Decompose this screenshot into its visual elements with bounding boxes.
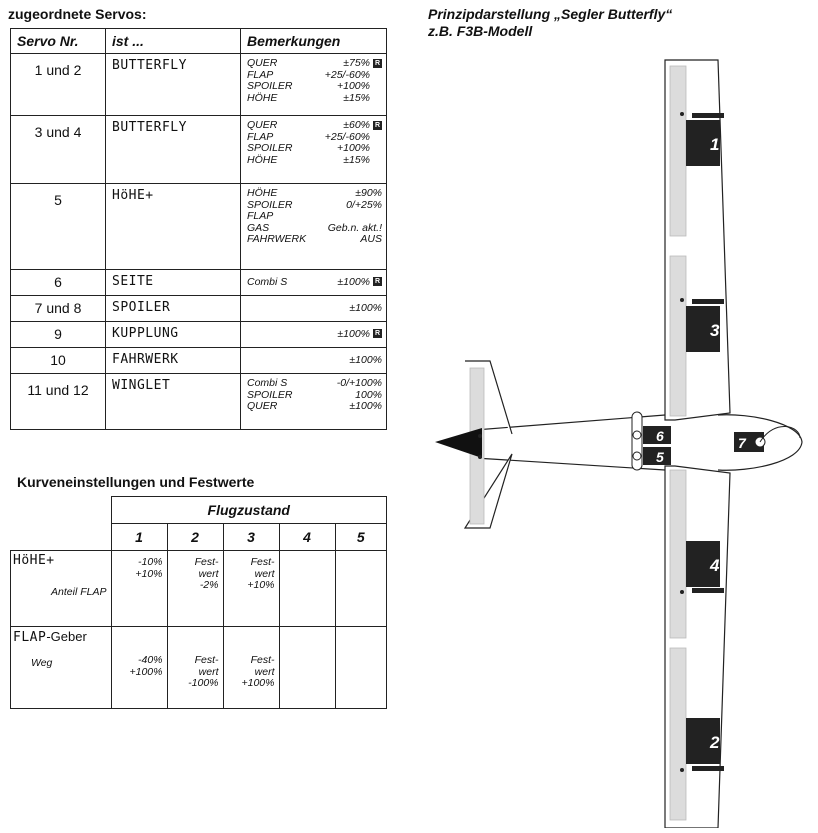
col-header-servo-nr: Servo Nr.	[11, 29, 106, 54]
remark-line: Combi S ±100% R	[247, 275, 381, 288]
servo-remarks	[241, 184, 387, 270]
remark-line: QUER ±100%	[247, 400, 382, 412]
servo-nr: 11 und 12	[11, 374, 106, 430]
curve-cell-empty	[279, 551, 335, 627]
remark-line: FLAP +25/-60%	[247, 130, 370, 143]
curve-cell: -10% +10%	[111, 551, 167, 627]
remark-line: SPOILER +100%	[247, 80, 370, 92]
curve-row-flap	[11, 627, 387, 709]
servo-function: HöHE+	[106, 184, 241, 270]
remark-line: HÖHE ±15%	[247, 153, 370, 166]
remark-line: ±100%	[349, 301, 382, 314]
remark-line: Combi S -0/+100%	[247, 377, 382, 389]
reverse-icon: R	[374, 121, 381, 129]
servo-function: KUPPLUNG	[106, 322, 241, 348]
remark-line: QUER ±75% R	[247, 57, 381, 69]
servo-label-4: 4	[710, 556, 720, 575]
servo-function: WINGLET	[106, 374, 241, 430]
servo-function: BUTTERFLY	[106, 54, 241, 116]
servo-remarks	[241, 374, 387, 430]
curve-cell-empty	[335, 551, 387, 627]
servo-nr: 1 und 2	[11, 54, 106, 116]
servo-label-1: 1	[710, 135, 720, 154]
col-flight-mode-5: 5	[335, 524, 387, 551]
servo-label-7: 7	[738, 435, 746, 451]
servo-row	[11, 374, 387, 430]
servo-assignment-table	[10, 28, 387, 430]
servo-label-6: 6	[656, 428, 664, 444]
servo-remarks	[241, 54, 387, 116]
servo-nr: 6	[11, 270, 106, 296]
curve-cell-empty	[279, 627, 335, 709]
remark-line: FLAP	[247, 210, 274, 222]
servo-section-title: zugeordnete Servos:	[8, 6, 147, 22]
servo-function: SEITE	[106, 270, 241, 296]
servo-function: SPOILER	[106, 296, 241, 322]
servo-row	[11, 270, 387, 296]
glider-diagram	[420, 58, 815, 828]
rudder	[435, 428, 482, 458]
remark-line: FAHRWERK AUS	[247, 233, 382, 245]
servo-label-5: 5	[656, 449, 664, 465]
servo-row	[11, 184, 387, 270]
curve-cell: -40% +100%	[111, 627, 167, 709]
col-flight-mode-2: 2	[167, 524, 223, 551]
curve-row-title: HöHE+	[13, 553, 55, 568]
servo-row	[11, 54, 387, 116]
servo-function: FAHRWERK	[106, 348, 241, 374]
servo-row	[11, 116, 387, 184]
curve-cell-empty	[335, 627, 387, 709]
curve-section-title: Kurveneinstellungen und Festwerte	[17, 474, 255, 490]
curve-row-sub: Anteil FLAP	[51, 586, 107, 598]
servo-row	[11, 296, 387, 322]
table-header-row	[11, 29, 387, 54]
remark-line: SPOILER 100%	[247, 388, 382, 401]
servo-remarks	[241, 296, 387, 322]
curve-row-hoehe	[11, 551, 387, 627]
col-flight-mode-3: 3	[223, 524, 279, 551]
servo-remarks	[241, 270, 387, 296]
remark-line: ±100%	[349, 353, 382, 366]
reverse-icon: R	[374, 278, 381, 286]
remark-line: ±100% R	[337, 327, 381, 340]
curve-cell: Fest- wert -100%	[167, 627, 223, 709]
servo-label-3: 3	[710, 321, 720, 340]
servo-remarks	[241, 348, 387, 374]
servo-row	[11, 348, 387, 374]
flugzustand-header: Flugzustand	[111, 497, 387, 524]
curve-settings-table	[10, 496, 387, 709]
servo-nr: 5	[11, 184, 106, 270]
curve-cell: Fest- wert +10%	[223, 551, 279, 627]
remark-line: HÖHE ±90%	[247, 187, 382, 199]
remark-line: SPOILER +100%	[247, 142, 370, 154]
curve-row-title: FLAP-Geber	[13, 629, 87, 645]
col-flight-mode-4: 4	[279, 524, 335, 551]
curve-row-label	[11, 551, 112, 627]
servo-nr: 7 und 8	[11, 296, 106, 322]
servo-remarks	[241, 322, 387, 348]
servo-nr: 3 und 4	[11, 116, 106, 184]
col-header-bemerkungen: Bemerkungen	[241, 29, 387, 54]
servo-remarks	[241, 116, 387, 184]
curve-cell: Fest- wert +100%	[223, 627, 279, 709]
reverse-icon: R	[374, 330, 381, 338]
remark-line: HÖHE ±15%	[247, 91, 370, 104]
remark-line: QUER ±60% R	[247, 119, 381, 131]
servo-row	[11, 322, 387, 348]
curve-row-sub: Weg	[31, 657, 53, 669]
curve-row-label	[11, 627, 112, 709]
servo-function: BUTTERFLY	[106, 116, 241, 184]
reverse-icon: R	[374, 59, 381, 67]
remark-line: SPOILER 0/+25%	[247, 198, 382, 211]
servo-label-2: 2	[710, 733, 720, 752]
remark-line: GAS Geb.n. akt.!	[247, 221, 382, 234]
col-flight-mode-1: 1	[111, 524, 167, 551]
curve-cell: Fest- wert -2%	[167, 551, 223, 627]
col-header-ist: ist ...	[106, 29, 241, 54]
remark-line: FLAP +25/-60%	[247, 68, 370, 81]
servo-nr: 10	[11, 348, 106, 374]
servo-nr: 9	[11, 322, 106, 348]
diagram-title: Prinzipdarstellung „Segler Butterfly“ z.B. F3B-Modell	[428, 6, 673, 39]
